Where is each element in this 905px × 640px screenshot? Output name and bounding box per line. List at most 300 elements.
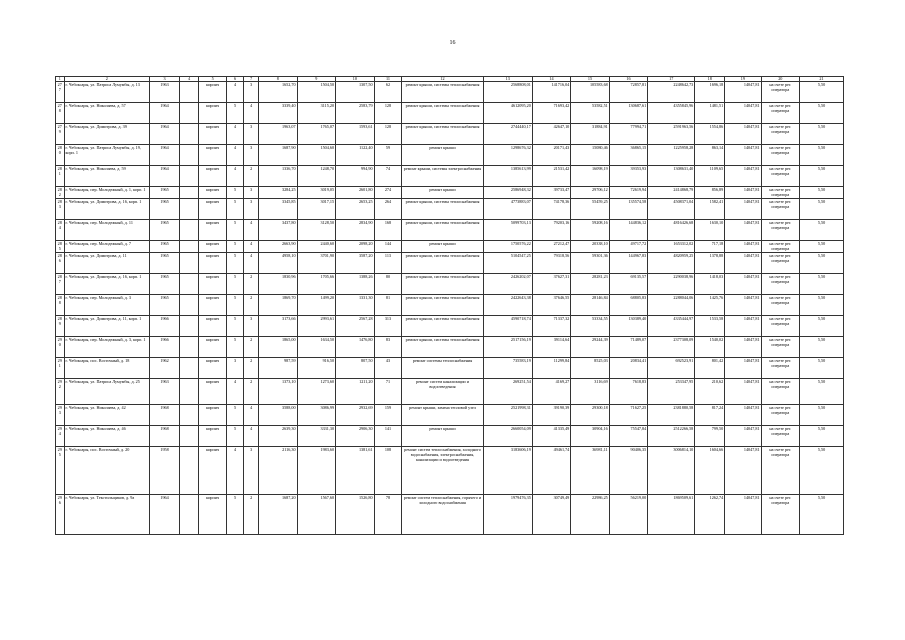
table-cell: 2517156,19 bbox=[483, 337, 532, 358]
table-cell: 2932,69 bbox=[336, 405, 374, 426]
table-cell: 14047,81 bbox=[725, 447, 761, 495]
table-cell: на счете рег. оператора bbox=[761, 295, 799, 316]
table-cell: 72619,94 bbox=[609, 187, 647, 199]
table-cell: 75547,84 bbox=[609, 426, 647, 447]
table-cell: 1966 bbox=[150, 316, 180, 337]
table-cell: 4590718,74 bbox=[483, 316, 532, 337]
table-cell bbox=[180, 166, 199, 187]
table-cell: ремонт крыши, системы теплоснабжения bbox=[402, 295, 483, 316]
table-cell: 2 bbox=[244, 166, 259, 187]
table-cell: 2591963,56 bbox=[648, 124, 695, 145]
table-cell: г. Чебоксары, ул. Текстильщиков, д. 9а bbox=[64, 495, 150, 535]
table-cell: 5,50 bbox=[800, 82, 844, 103]
table-cell: 1965 bbox=[150, 295, 180, 316]
table-cell: на счете рег. оператора bbox=[761, 337, 799, 358]
table-cell: 1385613,99 bbox=[483, 166, 532, 187]
table-cell: 987,59 bbox=[259, 358, 297, 379]
table-cell: 5,50 bbox=[800, 447, 844, 495]
table-cell: кирпич bbox=[199, 220, 227, 241]
table-row bbox=[56, 316, 844, 337]
table-cell: 29706,12 bbox=[571, 187, 609, 199]
table-cell: 1965 bbox=[150, 199, 180, 220]
table-cell: 130389,40 bbox=[609, 316, 647, 337]
table-cell: 1425,76 bbox=[695, 295, 725, 316]
table-cell: 1526,80 bbox=[336, 495, 374, 535]
table-cell: 5,50 bbox=[800, 426, 844, 447]
table-cell bbox=[180, 405, 199, 426]
table-cell: 2 bbox=[244, 358, 259, 379]
table-cell: 1653312,02 bbox=[648, 241, 695, 253]
table-cell: на счете рег. оператора bbox=[761, 166, 799, 187]
table-cell: 863,14 bbox=[695, 145, 725, 166]
table-row bbox=[56, 426, 844, 447]
table-cell: ремонт крыши, системы теплоснабжения bbox=[402, 220, 483, 241]
table-cell: 5099703,13 bbox=[483, 220, 532, 241]
table-cell: 81 bbox=[374, 295, 402, 316]
table-cell: 3587,20 bbox=[336, 253, 374, 274]
table-cell: 2663,90 bbox=[259, 241, 297, 253]
table-cell: 144967,83 bbox=[609, 253, 647, 274]
table-cell: 42647,10 bbox=[532, 124, 570, 145]
table-cell: 5,50 bbox=[800, 316, 844, 337]
table-cell: г. Чебоксары, ул. Николаева, д. 46 bbox=[64, 426, 150, 447]
table-cell: 71627,25 bbox=[609, 405, 647, 426]
table-cell: 283 bbox=[56, 199, 65, 220]
table-cell: 28146,84 bbox=[571, 295, 609, 316]
table-row bbox=[56, 124, 844, 145]
table-cell: 1418,03 bbox=[695, 274, 725, 295]
table-cell: кирпич bbox=[199, 103, 227, 124]
table-cell: 4820959,25 bbox=[648, 253, 695, 274]
column-number: 8 bbox=[259, 77, 297, 82]
table-cell: 3 bbox=[244, 124, 259, 145]
table-cell: 1705,66 bbox=[297, 274, 335, 295]
column-number: 5 bbox=[199, 77, 227, 82]
table-cell: 274 bbox=[374, 187, 402, 199]
table-cell: 1965 bbox=[150, 187, 180, 199]
table-cell: 4773883,07 bbox=[483, 199, 532, 220]
table-cell: 1211,20 bbox=[336, 379, 374, 405]
table-cell bbox=[180, 295, 199, 316]
table-cell: 2290038,96 bbox=[648, 274, 695, 295]
table-cell bbox=[180, 220, 199, 241]
table-cell: 1593,61 bbox=[336, 124, 374, 145]
table-cell: 5,50 bbox=[800, 495, 844, 535]
table-cell: 1109,65 bbox=[695, 166, 725, 187]
table-cell: 71489,07 bbox=[609, 337, 647, 358]
table-cell: 2116,30 bbox=[259, 447, 297, 495]
table-cell: 49717,72 bbox=[609, 241, 647, 253]
table-cell: 62 bbox=[374, 82, 402, 103]
table-cell: 37627,31 bbox=[532, 274, 570, 295]
table-cell: г. Чебоксары, пер. Молодежный, д. 1, корп. 1 bbox=[64, 187, 150, 199]
table-cell: 1696,18 bbox=[695, 82, 725, 103]
table-cell: 3006814,10 bbox=[648, 447, 695, 495]
table-cell: 53582,51 bbox=[571, 103, 609, 124]
table-cell: 3345,85 bbox=[259, 199, 297, 220]
table-cell: на счете рег. оператора bbox=[761, 103, 799, 124]
table-cell: кирпич bbox=[199, 295, 227, 316]
table-cell: 14047,81 bbox=[725, 82, 761, 103]
table-cell: 1964 bbox=[150, 124, 180, 145]
table-cell: 159 bbox=[374, 405, 402, 426]
table-cell: 71337,32 bbox=[532, 316, 570, 337]
table-cell: 2583,79 bbox=[336, 103, 374, 124]
table-cell: 5 bbox=[227, 253, 244, 274]
table-cell: 5 bbox=[227, 274, 244, 295]
table-cell: 37646,55 bbox=[532, 295, 570, 316]
table-cell: 5,50 bbox=[800, 220, 844, 241]
table-cell: 1869,70 bbox=[259, 295, 297, 316]
table-cell: 4 bbox=[244, 405, 259, 426]
table-cell: 4 bbox=[244, 220, 259, 241]
table-cell: 4958,10 bbox=[259, 253, 297, 274]
table-cell: 59208,16 bbox=[571, 220, 609, 241]
table-cell: г. Чебоксары, ул. Димитрова, д. 39 bbox=[64, 124, 150, 145]
table-cell: ремонт крыши, системы теплоснабжения bbox=[402, 337, 483, 358]
table-cell: 1381,61 bbox=[336, 447, 374, 495]
table-cell: 5 bbox=[227, 220, 244, 241]
table-cell bbox=[180, 337, 199, 358]
table-cell: г. Чебоксары, пос. Восточный, д. 20 bbox=[64, 447, 150, 495]
table-cell: 4 bbox=[227, 82, 244, 103]
table-cell: 5,50 bbox=[800, 295, 844, 316]
table-cell: 1968 bbox=[150, 405, 180, 426]
table-cell: 3 bbox=[244, 447, 259, 495]
table-cell: 5 bbox=[227, 103, 244, 124]
table-cell: 1248,70 bbox=[297, 166, 335, 187]
table-cell: ремонт крыши, системы теплоснабжения bbox=[402, 316, 483, 337]
table-cell: 5104547,25 bbox=[483, 253, 532, 274]
table-cell: 4 bbox=[227, 145, 244, 166]
column-number: 1 bbox=[56, 77, 65, 82]
table-cell: 1966 bbox=[150, 337, 180, 358]
table-cell: 14047,81 bbox=[725, 253, 761, 274]
table-cell: 31884,91 bbox=[571, 124, 609, 145]
table-cell: 11299,84 bbox=[532, 358, 570, 379]
table-cell: 14047,81 bbox=[725, 358, 761, 379]
table-cell: 5,50 bbox=[800, 253, 844, 274]
table-cell: 168 bbox=[374, 220, 402, 241]
table-cell: 2377308,09 bbox=[648, 337, 695, 358]
table-cell: 14047,81 bbox=[725, 166, 761, 187]
table-cell: 14047,81 bbox=[725, 426, 761, 447]
column-number: 14 bbox=[532, 77, 570, 82]
table-cell: г. Чебоксары, пер. Молодежный, д. 3 bbox=[64, 295, 150, 316]
table-cell: 59 bbox=[374, 145, 402, 166]
table-cell: кирпич bbox=[199, 358, 227, 379]
table-cell: на счете рег. оператора bbox=[761, 426, 799, 447]
table-cell: 284 bbox=[56, 220, 65, 241]
table-cell: 3115,20 bbox=[297, 103, 335, 124]
table-cell: 77994,71 bbox=[609, 124, 647, 145]
table-cell: г. Чебоксары, ул. Николаева, д. 59 bbox=[64, 166, 150, 187]
table-cell: 1476,80 bbox=[336, 337, 374, 358]
table-cell: 144836,12 bbox=[609, 220, 647, 241]
table-cell: г. Чебоксары, ул. Димитрова, д. 16, корп. 1 bbox=[64, 274, 150, 295]
table-cell: 1307,50 bbox=[336, 82, 374, 103]
table-cell: 5,50 bbox=[800, 274, 844, 295]
table-cell: 79318,56 bbox=[532, 253, 570, 274]
table-row bbox=[56, 253, 844, 274]
table-cell: кирпич bbox=[199, 145, 227, 166]
table-cell: 20338,10 bbox=[571, 241, 609, 253]
table-cell: 68805,83 bbox=[609, 295, 647, 316]
table-cell: г. Чебоксары, ул. Патриса Лумумбы, д. 19, корп. 1 bbox=[64, 145, 150, 166]
table-cell: 210,62 bbox=[695, 379, 725, 405]
table-cell bbox=[180, 379, 199, 405]
table-cell: 801,42 bbox=[695, 358, 725, 379]
table-cell: 14047,81 bbox=[725, 295, 761, 316]
table-cell: 3331,30 bbox=[297, 426, 335, 447]
table-cell: г. Чебоксары, пос. Восточный, д. 18 bbox=[64, 358, 150, 379]
table-cell: 5 bbox=[227, 295, 244, 316]
table-cell: 21531,42 bbox=[532, 166, 570, 187]
table-cell: 49461,74 bbox=[532, 447, 570, 495]
table-cell: кирпич bbox=[199, 187, 227, 199]
table-cell: 7618,83 bbox=[609, 379, 647, 405]
table-cell: 5 bbox=[227, 241, 244, 253]
table-cell: 5 bbox=[227, 405, 244, 426]
table-cell: 292 bbox=[56, 379, 65, 405]
table-cell: 1262,74 bbox=[695, 495, 725, 535]
column-number: 15 bbox=[571, 77, 609, 82]
table-cell: 30904,16 bbox=[571, 426, 609, 447]
table-cell: 1963 bbox=[150, 82, 180, 103]
table-cell: 1388,26 bbox=[336, 274, 374, 295]
table-cell: 2426202,07 bbox=[483, 274, 532, 295]
table-cell: 14047,81 bbox=[725, 103, 761, 124]
table-cell: ремонт крыши, системы теплоснабжения bbox=[402, 124, 483, 145]
table-cell: 1273,60 bbox=[297, 379, 335, 405]
table-cell bbox=[180, 253, 199, 274]
table-cell: 1962 bbox=[150, 358, 180, 379]
table-cell: г. Чебоксары, пер. Молодежный, д. 11 bbox=[64, 220, 150, 241]
table-cell: 3 bbox=[244, 316, 259, 337]
column-number: 19 bbox=[725, 77, 761, 82]
table-cell: 3 bbox=[244, 199, 259, 220]
table-cell: 39733,47 bbox=[532, 187, 570, 199]
table-cell: 4 bbox=[227, 124, 244, 145]
table-cell: 1499,20 bbox=[297, 295, 335, 316]
table-cell: 2 bbox=[244, 295, 259, 316]
table-cell: ремонт системы теплоснабжения bbox=[402, 358, 483, 379]
table-cell: кирпич bbox=[199, 495, 227, 535]
table-cell: 20171,43 bbox=[532, 145, 570, 166]
table-cell: 1331,30 bbox=[336, 295, 374, 316]
column-number: 13 bbox=[483, 77, 532, 82]
table-cell: кирпич bbox=[199, 426, 227, 447]
table-cell: 1504,50 bbox=[297, 82, 335, 103]
table-cell: ремонт крыши, системы теплоснабжения bbox=[402, 199, 483, 220]
table-cell: 8525,03 bbox=[571, 358, 609, 379]
table-cell: 296 bbox=[56, 495, 65, 535]
table-cell: кирпич bbox=[199, 241, 227, 253]
table-cell: 1963,07 bbox=[259, 124, 297, 145]
table-cell: 2288044,06 bbox=[648, 295, 695, 316]
table-cell: 3437,80 bbox=[259, 220, 297, 241]
table-cell: ремонт систем теплоснабжения, холодного водоснабжения, электроснабжения, канализации и водоотведения bbox=[402, 447, 483, 495]
table-cell: 1604,66 bbox=[695, 447, 725, 495]
table-cell: г. Чебоксары, пер. Молодежный, д. 3, корп. 1 bbox=[64, 337, 150, 358]
table-cell: кирпич bbox=[199, 447, 227, 495]
table-cell: на счете рег. оператора bbox=[761, 379, 799, 405]
table-cell: 817,24 bbox=[695, 405, 725, 426]
table-cell: ремонт крыши, замена тепловой узел bbox=[402, 405, 483, 426]
table-cell: 59301,36 bbox=[571, 253, 609, 274]
table-cell: г. Чебоксары, ул. Николаева, д. 42 bbox=[64, 405, 150, 426]
table-cell: на счете рег. оператора bbox=[761, 405, 799, 426]
table-cell: 2 bbox=[244, 274, 259, 295]
table-cell bbox=[180, 358, 199, 379]
table-cell: 287 bbox=[56, 274, 65, 295]
table-cell: 294 bbox=[56, 426, 65, 447]
table-cell: 5,50 bbox=[800, 199, 844, 220]
table-cell: на счете рег. оператора bbox=[761, 358, 799, 379]
table-cell: 14047,81 bbox=[725, 187, 761, 199]
table-cell: ремонт систем теплоснабжения, горячего и холодного водоснабжения bbox=[402, 495, 483, 535]
table-cell: 1830,96 bbox=[259, 274, 297, 295]
table-cell: 291 bbox=[56, 358, 65, 379]
table-cell: 3 bbox=[227, 358, 244, 379]
table-cell: 16098,19 bbox=[571, 166, 609, 187]
table-cell: на счете рег. оператора bbox=[761, 253, 799, 274]
table-cell: 29300,18 bbox=[571, 405, 609, 426]
table-cell: 14047,81 bbox=[725, 241, 761, 253]
table-cell: 2660054,09 bbox=[483, 426, 532, 447]
table-cell: 281 bbox=[56, 166, 65, 187]
table-cell: 14047,81 bbox=[725, 405, 761, 426]
table-cell: ремонт крыши bbox=[402, 187, 483, 199]
table-row bbox=[56, 405, 844, 426]
table-cell: ремонт крыши, системы теплоснабжения bbox=[402, 103, 483, 124]
table-cell: 14047,81 bbox=[725, 337, 761, 358]
table-cell: 144 bbox=[374, 241, 402, 253]
table-cell: 2521998,31 bbox=[483, 405, 532, 426]
table-cell: 2834,90 bbox=[336, 220, 374, 241]
table-cell: 285 bbox=[56, 241, 65, 253]
table-cell: 717,18 bbox=[695, 241, 725, 253]
table-cell: ремонт систем канализации и водоотведения bbox=[402, 379, 483, 405]
table-cell: 4169,27 bbox=[532, 379, 570, 405]
table-cell: 2 bbox=[244, 379, 259, 405]
table-cell: 2414868,79 bbox=[648, 187, 695, 199]
table-cell: 71 bbox=[374, 379, 402, 405]
table-cell: на счете рег. оператора bbox=[761, 187, 799, 199]
table-cell: 5,50 bbox=[800, 337, 844, 358]
table-cell: 1964 bbox=[150, 166, 180, 187]
housing-register-table bbox=[55, 76, 844, 535]
table-cell: 1963 bbox=[150, 379, 180, 405]
table-cell: 80 bbox=[374, 274, 402, 295]
table-row bbox=[56, 241, 844, 253]
table-cell: 20834,41 bbox=[609, 358, 647, 379]
table-cell: 1869509,61 bbox=[648, 495, 695, 535]
table-cell: 2 bbox=[244, 337, 259, 358]
table-cell: 90406,35 bbox=[609, 447, 647, 495]
table-cell: 5,50 bbox=[800, 187, 844, 199]
table-cell: ремонт крыши, системы теплоснабжения bbox=[402, 82, 483, 103]
table-cell bbox=[180, 187, 199, 199]
table-cell: 14047,81 bbox=[725, 274, 761, 295]
table-cell: г. Чебоксары, ул. Патриса Лумумбы, д. 13 bbox=[64, 82, 150, 103]
table-cell: 277 bbox=[56, 82, 65, 103]
table-cell: 1652,70 bbox=[259, 82, 297, 103]
table-cell: 1687,20 bbox=[259, 495, 297, 535]
table-cell: 83 bbox=[374, 337, 402, 358]
table-cell: 3284,25 bbox=[259, 187, 297, 199]
table-cell bbox=[180, 82, 199, 103]
table-cell: 1983,60 bbox=[297, 447, 335, 495]
column-number: 20 bbox=[761, 77, 799, 82]
table-cell: 1687,90 bbox=[259, 145, 297, 166]
table-cell: 286 bbox=[56, 253, 65, 274]
table-cell: 113 bbox=[374, 253, 402, 274]
table-cell: 4612095,20 bbox=[483, 103, 532, 124]
column-number: 6 bbox=[227, 77, 244, 82]
table-cell: 1540,02 bbox=[695, 337, 725, 358]
table-cell bbox=[180, 241, 199, 253]
table-cell: 3588,00 bbox=[259, 405, 297, 426]
table-cell: 288 bbox=[56, 295, 65, 316]
table-cell: 295 bbox=[56, 447, 65, 495]
table-cell: 5 bbox=[227, 495, 244, 535]
table-cell: 14047,81 bbox=[725, 220, 761, 241]
table-cell: ремонт крыши, системы теплоснабжения bbox=[402, 274, 483, 295]
table-cell: 5 bbox=[227, 187, 244, 199]
table-cell: 72857,81 bbox=[609, 82, 647, 103]
table-cell: 4 bbox=[244, 241, 259, 253]
column-number: 9 bbox=[297, 77, 335, 82]
table-cell: 5,50 bbox=[800, 358, 844, 379]
table-cell: 130687,61 bbox=[609, 103, 647, 124]
table-cell: кирпич bbox=[199, 274, 227, 295]
table-cell: 79203,16 bbox=[532, 220, 570, 241]
table-row bbox=[56, 220, 844, 241]
table-cell: 14047,81 bbox=[725, 145, 761, 166]
table-cell: ремонт крыши bbox=[402, 145, 483, 166]
column-number: 17 bbox=[648, 77, 695, 82]
table-cell: 5 bbox=[227, 337, 244, 358]
table-cell: 105583,68 bbox=[571, 82, 609, 103]
column-number: 11 bbox=[374, 77, 402, 82]
table-cell: на счете рег. оператора bbox=[761, 447, 799, 495]
table-cell: 43 bbox=[374, 358, 402, 379]
table-cell: 2639,30 bbox=[259, 426, 297, 447]
table-cell: 108 bbox=[374, 447, 402, 495]
table-cell: 1965 bbox=[150, 241, 180, 253]
table-cell: 1965 bbox=[150, 274, 180, 295]
table-cell: 5,50 bbox=[800, 241, 844, 253]
table-cell: ремонт крыши bbox=[402, 241, 483, 253]
table-cell: ремонт крыши, системы электроснабжения bbox=[402, 166, 483, 187]
column-number: 4 bbox=[180, 77, 199, 82]
table-cell bbox=[180, 426, 199, 447]
table-cell: 141 bbox=[374, 426, 402, 447]
table-cell: на счете рег. оператора bbox=[761, 274, 799, 295]
table-cell: 2567,28 bbox=[336, 316, 374, 337]
table-cell: 30749,49 bbox=[532, 495, 570, 535]
table-cell: 4 bbox=[227, 166, 244, 187]
table-cell: 313 bbox=[374, 316, 402, 337]
table-cell: 3183606,19 bbox=[483, 447, 532, 495]
column-number: 12 bbox=[402, 77, 483, 82]
table-cell: г. Чебоксары, ул. Патриса Лумумбы, д. 25 bbox=[64, 379, 150, 405]
table-cell: 2 bbox=[244, 495, 259, 535]
table-cell bbox=[180, 145, 199, 166]
table-cell: 1373,10 bbox=[259, 379, 297, 405]
table-cell: 280 bbox=[56, 145, 65, 166]
